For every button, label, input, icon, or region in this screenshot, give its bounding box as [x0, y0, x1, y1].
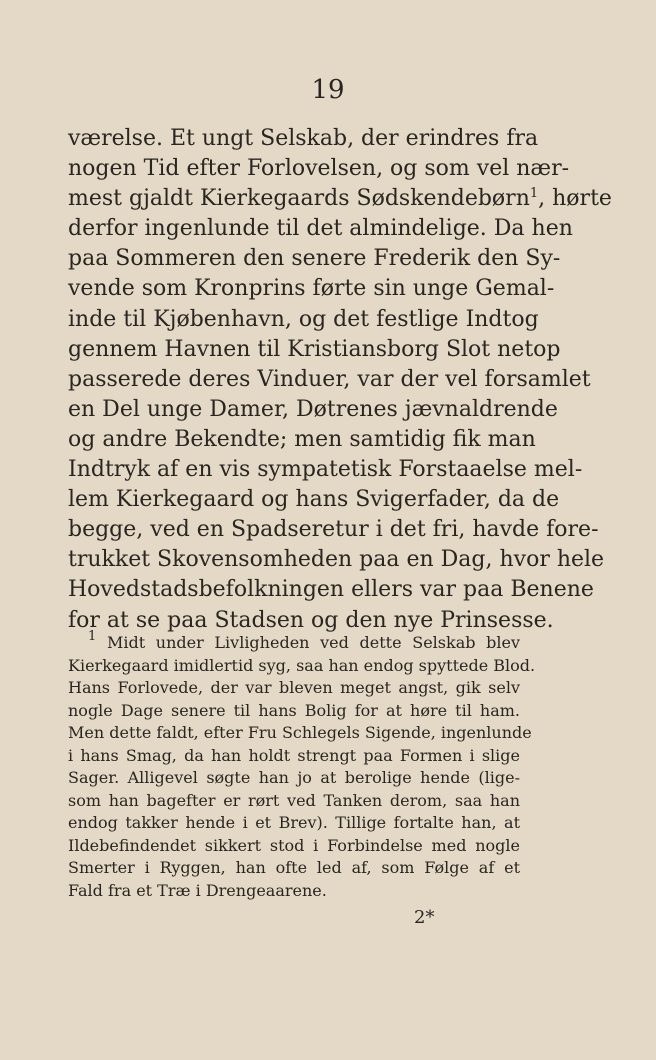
footnote	[68, 629, 536, 902]
body-line: nogen Tid efter Forlovelsen, og som vel nær-	[68, 156, 570, 182]
footnote-line: i hans Smag, da han holdt strengt paa Formen i slige	[68, 745, 520, 765]
signature-mark: 2*	[414, 907, 435, 928]
body-text	[68, 124, 612, 636]
body-line: Indtryk af en vis sympatetisk Forstaaelse mel-	[68, 457, 583, 483]
footnote-marker: 1	[88, 629, 97, 644]
body-line: inde til Kjøbenhavn, og det festlige Indtog	[68, 306, 539, 332]
body-line-text: mest gjaldt Kierkegaards Sødskendebørn	[68, 186, 530, 212]
body-line-tail: , hørte	[538, 186, 612, 212]
body-line: vende som Kronprins førte sin unge Gemal-	[68, 276, 555, 302]
footnote-line: Hans Forlovede, der var bleven meget angst, gik selv	[68, 678, 520, 697]
footnote-reference[interactable]: 1	[529, 186, 539, 202]
footnote-line: nogle Dage senere til hans Bolig for at høre til ham.	[68, 700, 520, 720]
body-line	[68, 184, 612, 214]
footnote-line-text: Midt under Livligheden ved dette Selskab blev	[106, 633, 521, 652]
body-line: passerede deres Vinduer, var der vel forsamlet	[68, 366, 591, 392]
footnote-line: Men dette faldt, efter Fru Schlegels Sigende, ingenlunde	[68, 723, 532, 742]
body-line: trukket Skovensomheden paa en Dag, hvor hele	[68, 547, 605, 573]
footnote-line: Kierkegaard imidlertid syg, saa han endog spyttede Blod.	[68, 655, 536, 675]
body-line: for at se paa Stadsen og den nye Prinsesse.	[68, 607, 554, 633]
body-line: en Del unge Damer, Døtrenes jævnaldrende	[68, 396, 558, 422]
footnote-line: Sager. Alligevel søgte han jo at berolige hende (lige-	[68, 768, 520, 787]
footnote-line: som han bagefter er rørt ved Tanken derom, saa han	[68, 790, 520, 810]
body-line: Hovedstadsbefolkningen ellers var paa Benene	[68, 577, 594, 603]
body-line: begge, ved en Spadseretur i det fri, havde fore-	[68, 517, 599, 543]
body-line: og andre Bekendte; men samtidig fik man	[68, 426, 536, 452]
footnote-line: Fald fra et Træ i Drengeaarene.	[68, 880, 327, 900]
footnote-line	[68, 629, 521, 655]
body-line: værelse. Et ungt Selskab, der erindres fra	[68, 126, 539, 151]
footnote-line: endog takker hende i et Brev). Tillige fortalte han, at	[68, 813, 520, 832]
body-line: gennem Havnen til Kristiansborg Slot netop	[68, 336, 561, 362]
body-line: paa Sommeren den senere Frederik den Sy-	[68, 246, 561, 272]
body-line: derfor ingenlunde til det almindelige. Da hen	[68, 216, 573, 242]
body-line: lem Kierkegaard og hans Svigerfader, da de	[68, 487, 560, 513]
page-number: 19	[311, 75, 345, 105]
footnote-line: Ildebefindendet sikkert stod i Forbindelse med nogle	[68, 835, 520, 855]
footnote-line: Smerter i Ryggen, han ofte led af, som Følge af et	[68, 858, 520, 877]
